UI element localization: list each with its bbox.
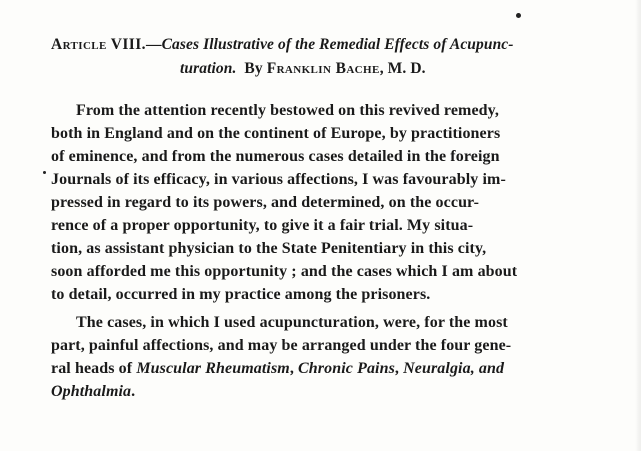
- final-period: .: [131, 383, 136, 400]
- head-muscular-rheumatism: Muscular Rheumatism: [136, 360, 290, 377]
- paragraph-2-line-3: [51, 359, 504, 379]
- head-ophthalmia: Ophthalmia: [51, 383, 132, 400]
- paragraph-1-line-3: of eminence, and from the numerous cases detailed in the foreign: [51, 148, 500, 165]
- heading-dash: —: [145, 36, 162, 53]
- comma: ,: [289, 360, 299, 377]
- author-name: Franklin Bache: [266, 60, 380, 77]
- paragraph-1-line-4: Journals of its efficacy, in various affections, I was favourably im-: [51, 171, 506, 188]
- page-edge-shadow: [635, 0, 641, 451]
- head-neuralgia: Neuralgia: [403, 360, 471, 377]
- paragraph-1-line-9: to detail, occurred in my practice among the prisoners.: [51, 286, 431, 303]
- author-degree: , M. D.: [379, 60, 426, 77]
- article-number: Article VIII.: [51, 36, 146, 53]
- heads-prefix: ral heads of: [51, 360, 137, 377]
- paragraph-1-line-7: tion, as assistant physician to the State Penitentiary in this city,: [51, 240, 487, 257]
- article-heading-line-1: [51, 35, 514, 55]
- article-title-continued: turation.: [180, 60, 237, 77]
- byline-by: By: [244, 60, 263, 77]
- paragraph-2-line-1: The cases, in which I used acupuncturation, were, for the most: [76, 314, 508, 331]
- comma: ,: [394, 360, 404, 377]
- paragraph-1-line-6: rence of a proper opportunity, to give it a fair trial. My situa-: [51, 217, 474, 234]
- paragraph-1-line-1: From the attention recently bestowed on this revived remedy,: [76, 102, 499, 119]
- and-connector: , and: [470, 360, 505, 377]
- paragraph-1-line-5: pressed in regard to its powers, and determined, on the occur-: [51, 194, 480, 211]
- paragraph-2-line-2: part, painful affections, and may be arranged under the four gene-: [51, 337, 512, 354]
- head-chronic-pains: Chronic Pains: [298, 360, 395, 377]
- ink-speck: [43, 171, 46, 174]
- paragraph-2-line-4: [51, 382, 135, 402]
- paragraph-1-line-2: both in England and on the continent of Europe, by practitioners: [51, 125, 501, 142]
- paragraph-1-line-8: soon afforded me this opportunity ; and the cases which I am about: [51, 263, 518, 280]
- article-heading-line-2: [180, 59, 426, 79]
- ink-speck: [516, 13, 521, 18]
- article-title: Cases Illustrative of the Remedial Effects of Acupunc-: [161, 36, 514, 53]
